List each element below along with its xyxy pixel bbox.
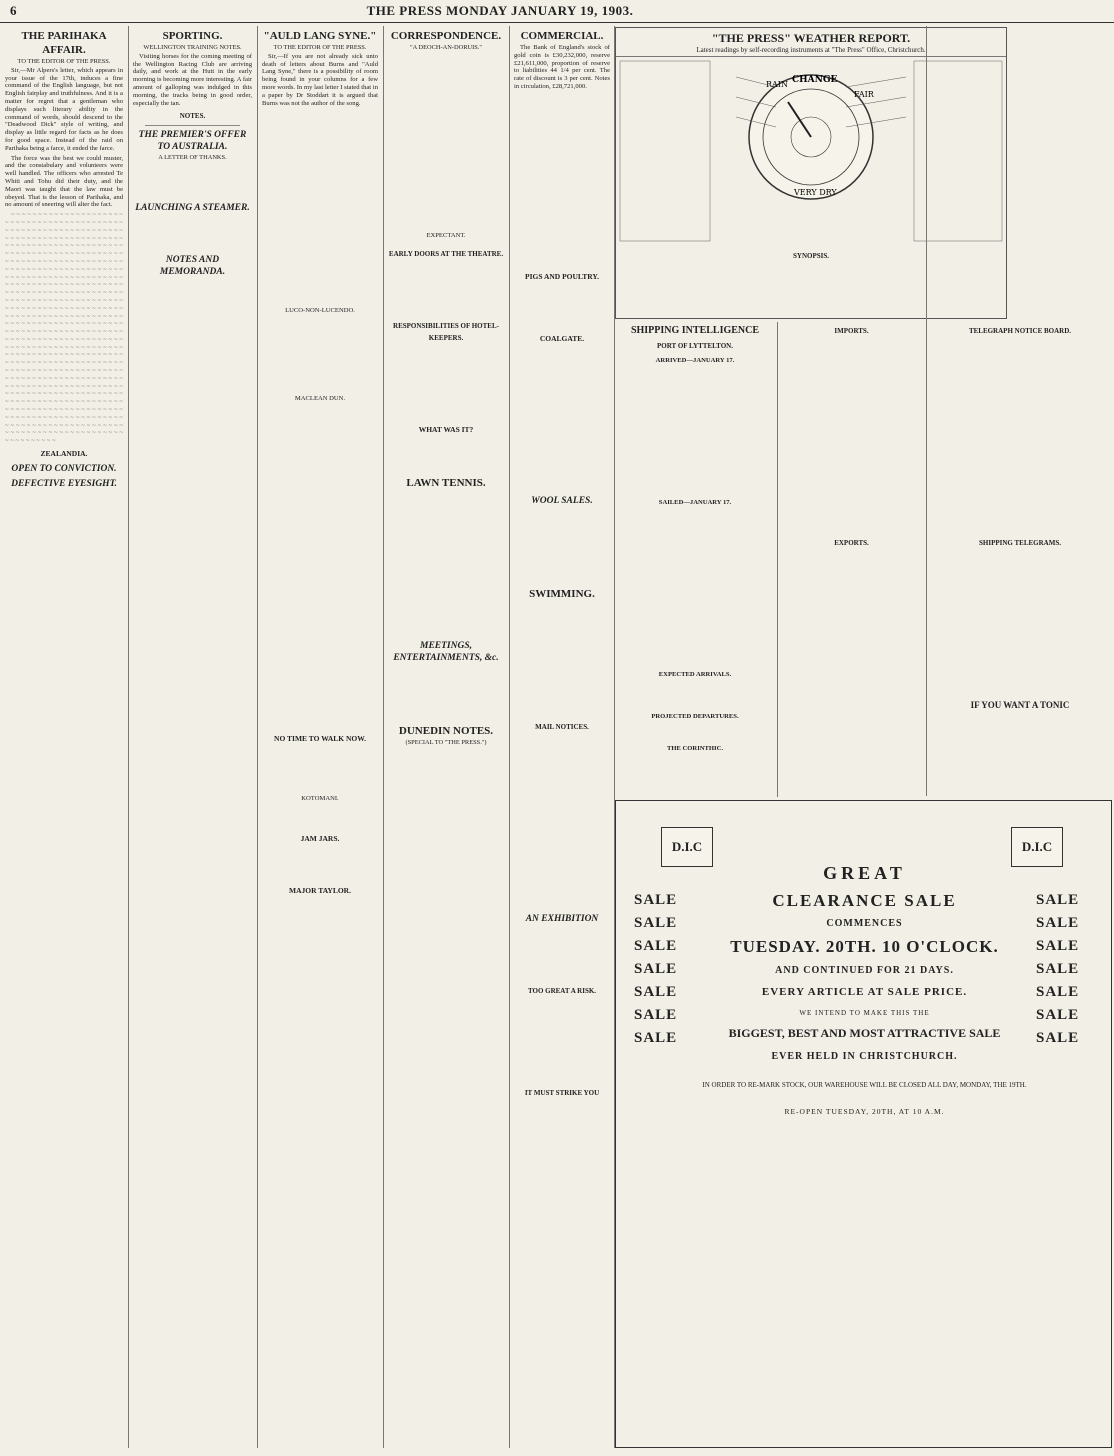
ad-line-every-article: EVERY ARTICLE AT SALE PRICE.: [761, 986, 968, 998]
subhead: TO THE EDITOR OF THE PRESS.: [273, 44, 367, 51]
filler-text: ~ ~ ~ ~ ~ ~ ~ ~ ~ ~ ~ ~ ~ ~ ~ ~ ~ ~ ~ ~ ~ ~ ~ ~ ~ ~ ~ ~ ~ ~ ~ ~ ~ ~ ~ ~ ~ ~ ~ ~ ~ ~ ~ ~ ~ ~ ~ ~ ~ ~ ~ ~ ~ ~ ~ ~ ~ ~ ~ ~ ~ ~ ~ ~ ~ ~ ~ ~ ~ ~ ~ ~ ~ ~ ~ ~ ~ ~ ~ ~ ~ ~ ~ ~ ~ ~ ~ ~ ~ ~ ~ ~ ~ ~ ~ ~ ~ ~ ~ ~ ~ ~ ~ ~ ~ ~ ~ ~ ~ ~ ~ ~ ~ ~ ~ ~ ~ ~ ~ ~ ~ ~ ~ ~ ~ ~ ~ ~ ~ ~ ~ ~ ~ ~ ~ ~ ~ ~ ~ ~ ~ ~ ~ ~ ~ ~ ~ ~ ~ ~ ~ ~ ~ ~ ~ ~ ~ ~ ~ ~ ~ ~ ~ ~ ~ ~ ~ ~ ~ ~ ~ ~ ~ ~ ~ ~ ~ ~ ~ ~ ~ ~ ~ ~ ~ ~ ~ ~ ~ ~ ~ ~ ~ ~ ~ ~ ~ ~ ~ ~ ~ ~ ~ ~ ~ ~ ~ ~ ~ ~ ~ ~ ~ ~ ~ ~ ~ ~ ~ ~ ~ ~ ~ ~ ~ ~ ~ ~ ~ ~ ~ ~ ~ ~ ~ ~ ~ ~ ~ ~ ~ ~ ~ ~ ~ ~ ~ ~ ~ ~ ~ ~ ~ ~ ~ ~ ~ ~ ~ ~ ~ ~ ~ ~ ~ ~ ~ ~ ~ ~ ~ ~ ~ ~ ~ ~ ~ ~ ~ ~ ~ ~ ~ ~ ~ ~ ~ ~ ~ ~ ~ ~ ~ ~ ~ ~ ~ ~ ~ ~ ~ ~ ~ ~ ~ ~ ~ ~ ~ ~ ~ ~ ~ ~ ~ ~ ~ ~ ~ ~ ~ ~ ~ ~ ~ ~ ~ ~ ~ ~ ~ ~ ~ ~ ~ ~ ~ ~ ~ ~ ~ ~ ~ ~ ~ ~ ~ ~ ~ ~ ~ ~ ~ ~ ~ ~ ~ ~ ~ ~ ~ ~ ~ ~ ~ ~ ~ ~ ~ ~ ~ ~ ~ ~ ~ ~ ~ ~ ~ ~ ~ ~ ~ ~ ~ ~ ~ ~ ~ ~ ~ ~ ~ ~ ~ ~ ~ ~ ~ ~ ~ ~ ~ ~ ~ ~ ~ ~ ~ ~ ~ ~ ~ ~ ~ ~ ~ ~ ~ ~ ~ ~ ~ ~ ~ ~ ~ ~ ~ ~ ~ ~ ~ ~ ~ ~ ~ ~ ~ ~ ~ ~ ~ ~ ~ ~ ~ ~ ~ ~ ~ ~ ~ ~ ~ ~ ~ ~ ~ ~ ~ ~ ~ ~ ~ ~ ~ ~ ~ ~ ~ ~ ~ ~ ~ ~ ~ ~ ~ ~ ~ ~ ~ ~ ~ ~ ~ ~ ~ ~ ~ ~ ~ ~ ~ ~ ~ ~ ~ ~ ~ ~ ~ ~ ~ ~ ~ ~ ~ ~ ~ ~ ~ ~ ~ ~ ~ ~ ~ ~ ~ ~ ~ ~ ~ ~ ~ ~ ~ ~ ~ ~ ~ ~ ~ ~ ~ ~ ~ ~ ~ ~ ~ ~ ~ ~ ~ ~ ~ ~ ~ ~ ~ ~ ~ ~ ~ ~ ~ ~ ~ ~ ~ ~ ~ ~ ~ ~ ~ ~ ~ ~ ~ ~ ~ ~ ~ ~ ~ ~ ~ ~ ~ ~ ~ ~ ~ ~ ~ ~ ~ ~ ~ ~ ~ ~ ~ ~ ~ ~ ~ ~ ~ ~ ~ ~ ~ ~ ~ ~ ~ ~ ~ ~ ~ ~ ~ ~ ~ ~ ~ ~ ~ ~ ~ ~ ~ ~ ~ ~ ~ ~ ~ ~ ~ ~ ~ ~ ~ ~ ~ ~ ~ ~ ~ ~ ~: [5, 211, 123, 445]
dial-label-rain: RAIN: [766, 80, 788, 89]
sale-column-right: [1036, 889, 1079, 1050]
ad-line-biggest: BIGGEST, BEST AND MOST ATTRACTIVE SALE: [728, 1026, 1001, 1040]
sale-word: SALE: [1036, 1030, 1080, 1046]
headline-notes-memoranda: NOTES AND MEMORANDA.: [159, 255, 226, 278]
column-rule: [926, 26, 927, 796]
dial-label-change: CHANGE: [792, 75, 838, 85]
ad-line-commences: COMMENCES: [826, 918, 903, 929]
subhead-sailed: SAILED—JANUARY 17.: [658, 499, 732, 506]
subhead-arrived: ARRIVED—JANUARY 17.: [655, 357, 735, 364]
ad-line-clearance-sale: CLEARANCE SALE: [772, 891, 957, 910]
article-text: Sir,—If you are not already sick unto death of letters about Burns and "Auld Lang Syne," there is a possibility of room being found in your columns for a few more words. In my last letter I stated that in a paper by Dr Stoddart it is argued that Burns was not the author of the song.: [262, 52, 378, 107]
newspaper-title: THE PRESS MONDAY JANUARY 19, 1903.: [366, 3, 634, 18]
column-rule: [777, 322, 778, 797]
headline-defective-eyesight: DEFECTIVE EYESIGHT.: [11, 479, 117, 490]
column-4: [385, 26, 507, 1448]
sale-word: SALE: [1036, 1007, 1080, 1023]
headline-major-taylor: MAJOR TAYLOR.: [289, 885, 351, 895]
ad-line-christchurch: EVER HELD IN CHRISTCHURCH.: [771, 1051, 958, 1062]
headline-sporting: SPORTING.: [162, 30, 223, 42]
weather-report: [615, 27, 1007, 319]
headline-parihaka: THE PARIHAKA AFFAIR.: [21, 30, 107, 56]
headline-open-to-conviction: OPEN TO CONVICTION.: [11, 464, 117, 475]
imports-column: [779, 322, 924, 797]
subhead: TO THE EDITOR OF THE PRESS.: [17, 58, 111, 65]
subhead-corinthic: THE CORINTHIC.: [666, 745, 724, 752]
ad-line-we-intend: WE INTEND TO MAKE THIS THE: [799, 1009, 930, 1017]
subhead-telegraph-notice: TELEGRAPH NOTICE BOARD.: [968, 327, 1072, 335]
dial-label-fair: FAIR: [854, 90, 874, 99]
sale-word: SALE: [634, 984, 678, 1000]
sale-word: SALE: [634, 961, 678, 977]
synopsis-heading: SYNOPSIS.: [793, 252, 829, 260]
sale-word: SALE: [634, 1007, 678, 1023]
signature: MACLEAN DUN.: [294, 395, 346, 403]
subhead: "A DEOCH-AN-DORUIS.": [410, 44, 482, 51]
headline-hotel-keepers: RESPONSIBILITIES OF HOTEL-KEEPERS.: [393, 321, 499, 342]
subhead: (SPECIAL TO "THE PRESS."): [405, 738, 487, 746]
subhead: WELLINGTON TRAINING NOTES.: [143, 44, 242, 51]
subhead-shipping-telegrams: SHIPPING TELEGRAMS.: [979, 539, 1061, 547]
dial-label-very-dry: VERY DRY: [794, 188, 837, 197]
masthead: [0, 0, 1114, 23]
ad-line-reopen: RE-OPEN TUESDAY, 20TH, AT 10 A.M.: [784, 1107, 945, 1116]
sale-word: SALE: [1036, 915, 1080, 931]
headline-shipping: SHIPPING INTELLIGENCE: [630, 325, 760, 336]
headline-launching-steamer: LAUNCHING A STEAMER.: [135, 203, 250, 214]
headline-no-time-to-walk: NO TIME TO WALK NOW.: [274, 733, 366, 743]
page-number: 6: [10, 3, 17, 18]
headline-wool-sales: WOOL SALES.: [531, 495, 593, 506]
article-text: Visiting horses for the coming meeting of the Wellington Racing Club are arriving daily, and work at the Hutt in the early morning is becoming more interesting. A fair amount of galloping was indulged in this morning, the tracks being in good order, especially the tan.: [133, 52, 252, 107]
ad-line-great: GREAT: [823, 863, 906, 883]
headline-commercial: COMMERCIAL.: [520, 30, 604, 42]
article-text: Sir,—Mr Alpers's letter, which appears in your issue of the 17th, induces a fine command of the English language, but not English fairplay and truthfulness. And it is a matter for regret that a gentleman who displays such literary ability in the command of words, should descend to the "Deadwood Dick" style of writing, and display as little regard for facts as he does for good space. Instead of the raid on Parihaka being a farce, it ended the farce.: [5, 66, 123, 152]
article-text: The force was the best we could muster, and the constabulary and volunteers were well handled. The officers who arrested Te Whiti and Tohu did their duty, and the Maori was taught that the law must be obeyed. That is the lesson of Parihaka, and no amount of sneering will alter the fact.: [5, 154, 123, 209]
column-5: [511, 26, 613, 1448]
signature: EXPECTANT.: [426, 231, 466, 239]
dic-sale-advertisement: [615, 800, 1112, 1448]
headline-mail-notices: MAIL NOTICES.: [535, 722, 589, 731]
sale-word: SALE: [634, 892, 678, 908]
column-rule: [128, 26, 129, 1448]
headline-correspondence: CORRESPONDENCE.: [390, 30, 502, 42]
signature: ZEALANDIA.: [40, 449, 88, 459]
headline-meetings: MEETINGS, ENTERTAINMENTS, &c.: [393, 640, 499, 663]
column-3: [259, 26, 381, 1448]
sale-word: SALE: [1036, 961, 1080, 977]
barometer-dial: [616, 57, 1006, 257]
headline-pigs-poultry: PIGS AND POULTRY.: [525, 271, 599, 281]
shipping-column: [615, 322, 775, 797]
column-rule: [383, 26, 384, 1448]
headline-lawn-tennis: LAWN TENNIS.: [406, 476, 486, 489]
subhead-expected: EXPECTED ARRIVALS.: [658, 671, 732, 678]
headline-too-great-a-risk: TOO GREAT A RISK.: [527, 986, 597, 995]
headline-premiers-offer: THE PREMIER'S OFFER TO AUSTRALIA.: [138, 130, 247, 153]
subhead-notes: NOTES.: [179, 112, 206, 121]
telegraph-column: [928, 322, 1112, 797]
column-2: [130, 26, 255, 1448]
sale-word: SALE: [634, 915, 678, 931]
headline-dunedin-notes: DUNEDIN NOTES.: [398, 724, 494, 737]
ad-line-closed-notice: IN ORDER TO RE-MARK STOCK, OUR WAREHOUSE WILL BE CLOSED ALL DAY, MONDAY, THE 19TH.: [702, 1081, 1027, 1089]
sale-word: SALE: [1036, 984, 1080, 1000]
headline-swimming: SWIMMING.: [529, 587, 595, 600]
subhead: A LETTER OF THANKS.: [158, 154, 227, 162]
sale-column-left: [634, 889, 677, 1050]
subhead-exports: EXPORTS.: [834, 539, 869, 547]
column-1: [2, 26, 126, 1448]
signature: LUCO-NON-LUCENDO.: [285, 307, 355, 315]
headline-tonic: IF YOU WANT A TONIC: [970, 700, 1070, 710]
headline-coalgate: COALGATE.: [539, 333, 585, 343]
signature: KOTOMANI.: [301, 794, 339, 802]
subhead-port: PORT OF LYTTELTON.: [657, 342, 733, 350]
sale-word: SALE: [634, 938, 678, 954]
sale-word: SALE: [634, 1030, 678, 1046]
headline-jam-jars: JAM JARS.: [300, 833, 340, 843]
weather-title: "THE PRESS" WEATHER REPORT.: [711, 31, 911, 45]
headline-exhibition: AN EXHIBITION: [525, 913, 599, 924]
ad-line-continued: AND CONTINUED FOR 21 DAYS.: [775, 965, 954, 976]
column-rule: [509, 26, 510, 1448]
dic-badge-right: D.I.C: [1011, 827, 1063, 867]
sale-word: SALE: [1036, 892, 1080, 908]
headline-auld-lang-syne: "AULD LANG SYNE.": [263, 30, 377, 42]
subhead-imports: IMPORTS.: [834, 327, 869, 335]
headline-must-strike-you: IT MUST STRIKE YOU: [524, 1088, 600, 1097]
weather-subtitle: Latest readings by self-recording instruments at "The Press" Office, Christchurch.: [616, 46, 1006, 57]
ad-line-date: TUESDAY. 20TH. 10 O'CLOCK.: [730, 937, 999, 956]
article-text: The Bank of England's stock of gold coin is £30,232,000, reserve £21,611,000, proportion of reserve to liabilities 44 1/4 per cent. The rate of discount is 3 per cent. Notes in circulation, £28,721,000.: [514, 44, 610, 90]
dic-badge-left: D.I.C: [661, 827, 713, 867]
headline-what-was-it: WHAT WAS IT?: [418, 424, 474, 434]
subhead-projected: PROJECTED DEPARTURES.: [651, 713, 739, 720]
sale-word: SALE: [1036, 938, 1080, 954]
column-rule: [257, 26, 258, 1448]
divider: [145, 125, 240, 126]
headline-early-doors: EARLY DOORS AT THE THEATRE.: [388, 249, 504, 258]
